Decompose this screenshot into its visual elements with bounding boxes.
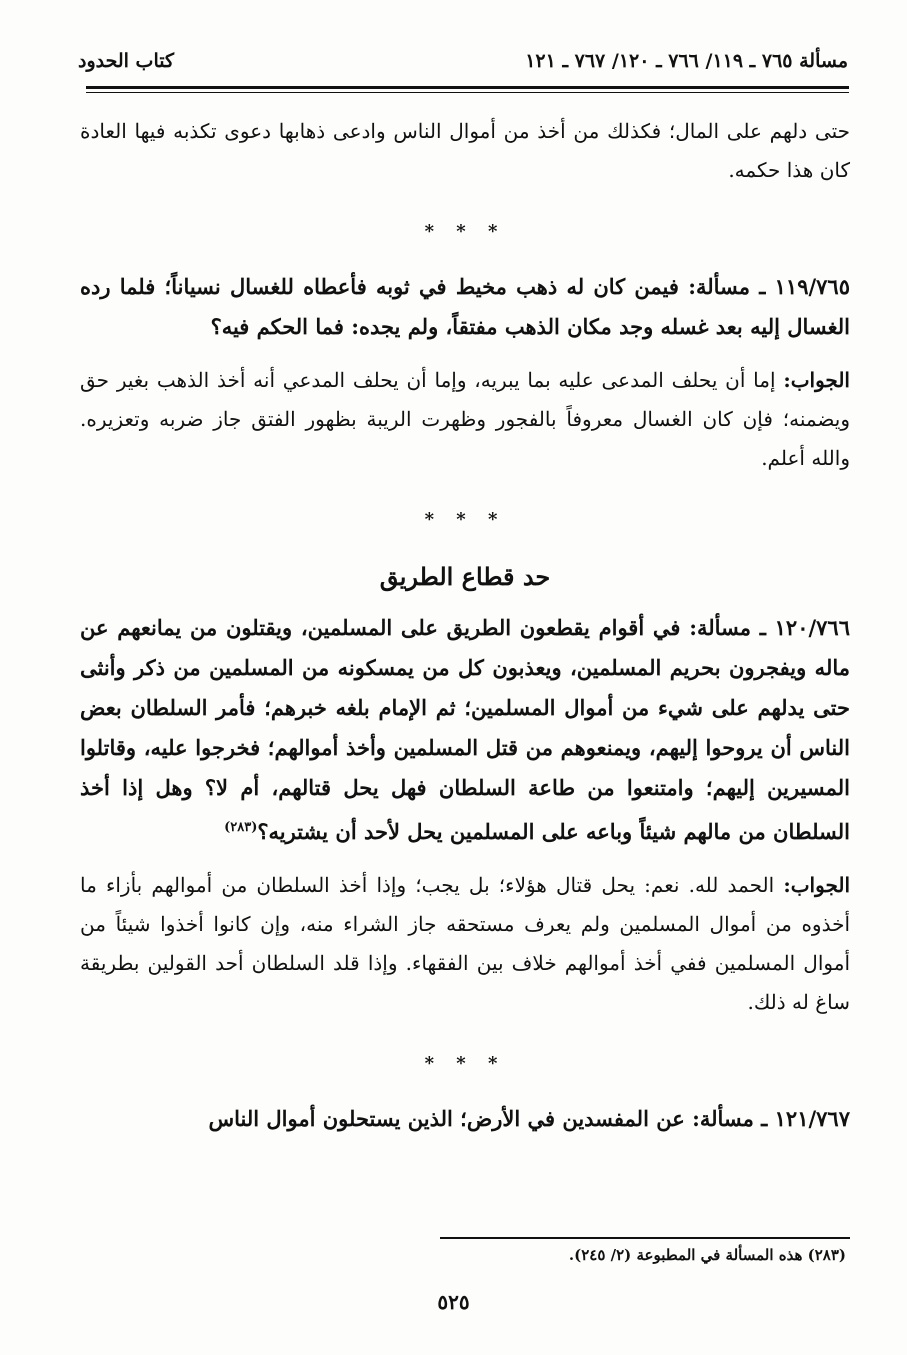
book-title: كتاب الحدود: [78, 50, 175, 72]
footnote-rule: [440, 1237, 850, 1239]
page-header: [78, 40, 848, 82]
question-767: [80, 1099, 850, 1139]
separator-stars: * * *: [424, 221, 506, 242]
section-title: حد قطاع الطريق: [379, 562, 551, 591]
answer-765: [80, 361, 850, 478]
question-767-text: عن المفسدين في الأرض؛ الذين يستحلون أموال الناس: [208, 1106, 685, 1131]
running-head: مسألة ٧٦٥ ـ ١١٩/ ٧٦٦ ـ ١٢٠/ ٧٦٧ ـ ١٢١: [525, 50, 848, 72]
separator-stars: * * *: [424, 509, 506, 530]
header-rule-thin: [86, 92, 849, 93]
question-765-text: فيمن كان له ذهب مخيط في ثوبه فأعطاه للغسال نسياناً؛ فلما رده الغسال إليه بعد غسله وجد مكان الذهب مفتقاً، ولم يجده: فما الحكم فيه؟: [80, 274, 850, 339]
answer-766: [80, 866, 850, 1022]
footnote-reference: (٢٨٣): [224, 820, 258, 835]
page-body: [80, 112, 850, 1139]
intro-paragraph: حتى دلهم على المال؛ فكذلك من أخذ من أموال الناس وادعى ذهابها دعوى تكذبه فيها العادة كان هذا حكمه.: [80, 119, 850, 182]
question-765: [80, 267, 850, 347]
question-765-number: ١١٩/٧٦٥ ـ مسألة:: [688, 274, 850, 299]
answer-766-label: الجواب:: [783, 873, 851, 897]
answer-765-label: الجواب:: [783, 368, 850, 392]
header-rule-thick: [86, 86, 849, 89]
question-766: [80, 608, 850, 852]
separator-stars: * * *: [424, 1053, 506, 1074]
question-766-number: ١٢٠/٧٦٦ ـ مسألة:: [689, 615, 850, 640]
answer-765-text: إما أن يحلف المدعى عليه بما يبريه، وإما أن يحلف المدعي أنه أخذ الذهب بغير حق ويضمنه؛ فإن كان الغسال معروفاً بالفجور وظهرت الريبة بظهور الفتق جاز ضربه وتعزيره. والله أعلم.: [80, 368, 850, 470]
question-767-number: ١٢١/٧٦٧ ـ مسألة:: [692, 1106, 850, 1131]
footnote: (٢٨٣) هذه المسألة في المطبوعة (٢/ ٢٤٥).: [568, 1246, 846, 1264]
question-766-text: في أقوام يقطعون الطريق على المسلمين، ويقتلون من يمانعهم عن ماله ويفجرون بحريم المسلمين، ويعذبون كل من يمسكونه من المسلمين من ذكر وأنثى حتى يدلهم على شيء من أموال المسلمين؛ ثم الإمام بلغه خبرهم؛ فأمر السلطان بعض الناس أن يروحوا إليهم، ويمنعوهم من قتل المسلمين وأخذ أموالهم؛ فخرجوا عليه، وقاتلوا المسيرين إليهم؛ وامتنعوا من طاعة السلطان فهل يحل قتالهم، أم لا؟ وهل إذا أخذ السلطان من مالهم شيئاً وباعه على المسلمين يحل لأحد أن يشتريه؟: [80, 615, 850, 844]
page-number: ٥٢٥: [437, 1290, 470, 1314]
answer-766-text: الحمد لله. نعم: يحل قتال هؤلاء؛ بل يجب؛ وإذا أخذ السلطان من أموالهم بأزاء ما أخذوه من أموال المسلمين ولم يعرف مستحقه جاز الشراء منه، وإن كانوا أخذوا شيئاً من أموال المسلمين ففي أخذ أموالهم خلاف بين الفقهاء. وإذا قلد السلطان أحد القولين بطريقة ساغ له ذلك.: [80, 873, 850, 1014]
